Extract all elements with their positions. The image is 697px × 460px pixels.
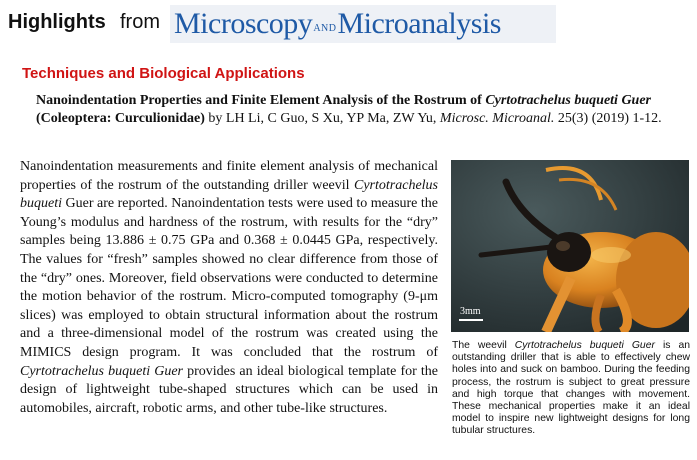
abstract-part-2: Guer are reported. Nanoindentation tests were used to measure the Young’s modulus and hardness of the rostrum, with results for the “dry” samples being 13.886 ± 0.75 GPa and 0.368 ± 0.0445 GPa, respectively. The values for “fresh” samples showed no clear difference from those of the “dry” ones. Moreover, field observations were conducted to determine the motion behavior of the rostrum. Micro-computed tomography (9-μm slices) was employed to obtain structural information about the rostrum and a three-dimensional model of the rostrum was created using the MIMICS design program. It was concluded that the rostrum of: [20, 196, 439, 360]
citation-volume: 25(3) (2019) 1-12.: [557, 111, 662, 126]
citation-authors: by LH Li, C Guo, S Xu, YP Ma, ZW Yu,: [208, 111, 437, 126]
scale-bar-label: 3mm: [460, 306, 481, 317]
caption-pre: The weevil: [452, 340, 507, 351]
highlights-from: from: [120, 11, 160, 33]
citation-title-species: Cyrtotrachelus buqueti Guer: [485, 93, 652, 108]
highlights-heading: Highlights: [8, 11, 106, 33]
citation-title-b: (Coleoptera: Curculionidae): [36, 111, 205, 126]
abstract-part-1: Nanoindentation measurements and finite element analysis of mechanical properties of the rostrum of the outstanding driller weevil: [20, 159, 438, 193]
abstract-species-2: Cyrtotrachelus buqueti Guer: [20, 363, 183, 379]
weevil-figure: [451, 160, 689, 332]
citation-journal: Microsc. Microanal.: [439, 111, 555, 126]
citation: [36, 92, 676, 128]
scale-bar: [459, 319, 483, 321]
section-title: Techniques and Biological Applications: [22, 65, 305, 82]
journal-logo-text: [174, 7, 501, 41]
caption-post: is an outstanding driller that is able to effectively chew holes into and suck on bamboo. During the feeding process, the rostrum is subject to great pressure and high torque that changes with movement. These mechanical properties make it an ideal model to inspire new lightweight designs for long tubular structures.: [452, 340, 691, 437]
caption-species: Cyrtotrachelus buqueti Guer: [514, 340, 655, 351]
abstract-species-1: Cyrtotrachelus buqueti: [20, 177, 438, 212]
logo-part-1: Microscopy: [174, 7, 313, 40]
weevil-photo-icon: [451, 160, 689, 332]
citation-title-a: Nanoindentation Properties and Finite Element Analysis of the Rostrum of: [36, 93, 482, 108]
abstract-text: [20, 158, 438, 418]
figure-caption: [452, 340, 690, 438]
journal-logo: [170, 5, 556, 43]
logo-part-and: AND: [313, 23, 337, 34]
logo-part-2: Microanalysis: [337, 7, 501, 40]
abstract-part-3: provides an ideal biological template for the design of lightweight tube-shaped structures which can be used in automobiles, aircraft, robotic arms, and other tube-like structures.: [20, 363, 438, 416]
